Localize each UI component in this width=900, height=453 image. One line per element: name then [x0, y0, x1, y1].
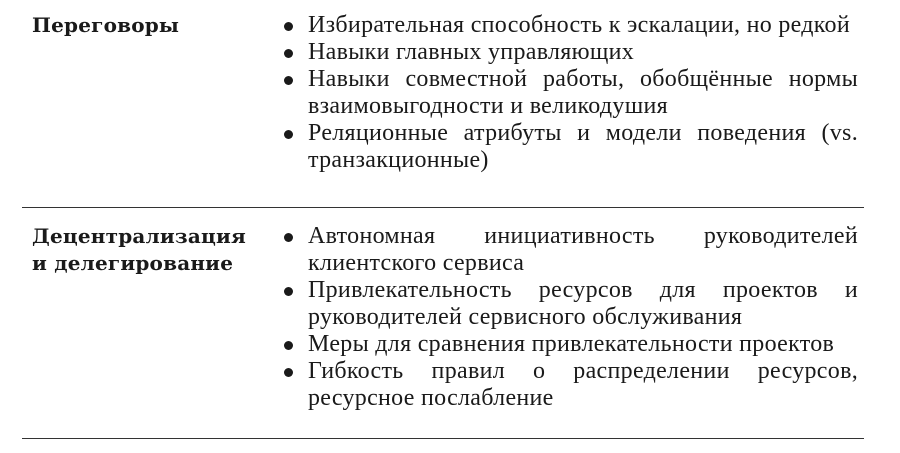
bullet-icon: [284, 368, 293, 377]
list-item: Автономная инициативность руководителей клиентского сервиса: [284, 223, 858, 277]
row-category: [22, 0, 284, 207]
list-item: Меры для сравнения привлекательности проектов: [284, 331, 858, 358]
bullet-icon: [284, 22, 293, 31]
bullet-list: [284, 208, 864, 438]
list-item: Навыки главных управляющих: [284, 39, 858, 66]
table: [22, 0, 864, 439]
table-row-decentralization: [22, 208, 864, 439]
list-item: Избирательная способность к эскалации, но редкой: [284, 12, 858, 39]
category-label: Децентрализация: [32, 224, 247, 248]
bullet-list: [284, 0, 864, 207]
list-item: Привлекательность ресурсов для проектов и руководителей сервисного обслуживания: [284, 277, 858, 331]
bullet-icon: [284, 130, 293, 139]
table-row-negotiations: [22, 0, 864, 208]
bullet-icon: [284, 76, 293, 85]
list-item: Навыки совместной работы, обобщённые нормы взаимовыгодности и великодушия: [284, 66, 858, 120]
bullet-icon: [284, 233, 293, 242]
list-item: Реляционные атрибуты и модели поведения (vs. транзакционные): [284, 120, 858, 174]
bullet-icon: [284, 49, 293, 58]
category-label: Переговоры: [32, 13, 180, 37]
row-category: [22, 208, 284, 438]
category-label: и делегирование: [32, 251, 234, 275]
bullet-icon: [284, 287, 293, 296]
bullet-icon: [284, 341, 293, 350]
list-item: Гибкость правил о распределении ресурсов, ресурсное послабление: [284, 358, 858, 412]
